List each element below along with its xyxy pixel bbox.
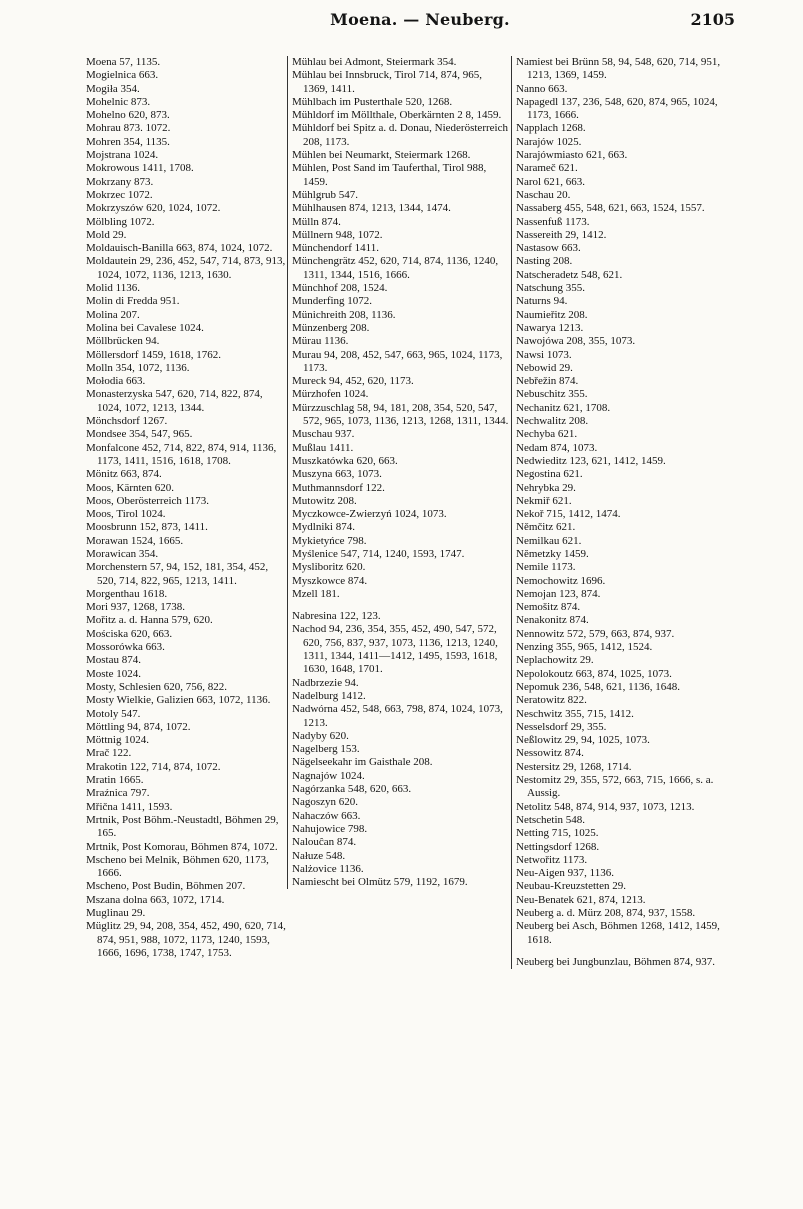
index-entry: Nekmiř 621.: [516, 494, 572, 507]
index-entry: Nagelberg 153.: [292, 743, 360, 756]
index-entry: Napplach 1268.: [516, 122, 586, 135]
index-entry: Mrakotin 122, 714, 874, 1072.: [86, 760, 221, 773]
index-entry: Mosty Wielkie, Galizien 663, 1072, 1136.: [86, 694, 271, 707]
index-entry: Münchhof 208, 1524.: [292, 282, 388, 295]
index-entry: Moste 1024.: [86, 667, 141, 680]
index-entry: Neu-Benatek 621, 874, 1213.: [516, 893, 646, 906]
index-entry: Mühlhausen 874, 1213, 1344, 1474.: [292, 202, 451, 215]
index-entry: Mohelnic 873.: [86, 95, 151, 108]
index-entry: Neßlowitz 29, 94, 1025, 1073.: [516, 734, 650, 747]
index-entry: Nechanitz 621, 1708.: [516, 401, 611, 414]
index-entry: Muthmannsdorf 122.: [292, 481, 385, 494]
index-entry: Napagedl 137, 236, 548, 620, 874, 965, 1024, 1173, 1666.: [516, 95, 721, 122]
index-entry: Narameč 621.: [516, 162, 578, 175]
index-entry: Nalouĉan 874.: [292, 836, 357, 849]
index-entry: Nenakonitz 874.: [516, 614, 589, 627]
index-entry: Nebuschitz 355.: [516, 388, 588, 401]
index-entry: Mühldorf bei Spitz a. d. Donau, Niederösterreich 208, 1173.: [292, 122, 511, 148]
index-entry: Myczkowce-Zwierzyń 1024, 1073.: [292, 508, 447, 521]
index-entry: Nägelseekahr im Gaisthale 208.: [292, 756, 433, 769]
index-entry: Moos, Tirol 1024.: [86, 508, 166, 521]
index-entry: Nehrybka 29.: [516, 481, 576, 494]
index-entry: Mürzzuschlag 58, 94, 181, 208, 354, 520, 547, 572, 965, 1073, 1136, 1213, 1268, 1311, 1344.: [292, 401, 509, 428]
index-entry: Nassenfuß 1173.: [516, 215, 590, 228]
index-entry: Morawan 1524, 1665.: [86, 534, 184, 547]
index-entry: Nekoř 715, 1412, 1474.: [516, 508, 621, 521]
index-entry: Mohren 354, 1135.: [86, 135, 170, 148]
index-column-3: [511, 56, 728, 969]
index-entry: Nĕmetzky 1459.: [516, 547, 589, 560]
index-entry: Mykietyńce 798.: [292, 534, 367, 547]
index-entry: Nepolokoutz 663, 874, 1025, 1073.: [516, 667, 672, 680]
index-entry: Mołodia 663.: [86, 375, 146, 388]
index-entry: Mszana dolna 663, 1072, 1714.: [86, 893, 225, 906]
index-entry: Murau 94, 208, 452, 547, 663, 965, 1024, 1173, 1173.: [292, 348, 506, 374]
index-entry: Mogiła 354.: [86, 82, 140, 95]
index-entry: Nestomitz 29, 355, 572, 663, 715, 1666, s. a. Aussig.: [516, 774, 716, 800]
index-entry: Munderfing 1072.: [292, 295, 373, 308]
index-entry: Nadyby 620.: [292, 729, 349, 742]
index-entry: Mokrzyszów 620, 1024, 1072.: [86, 202, 221, 215]
index-entry: Nadwórna 452, 548, 663, 798, 874, 1024, 1073, 1213.: [292, 703, 506, 729]
index-entry: Münchendorf 1411.: [292, 242, 379, 255]
index-entry: Mürau 1136.: [292, 335, 349, 348]
index-entry: Molln 354, 1072, 1136.: [86, 361, 190, 374]
index-entry: Mühlau bei Innsbruck, Tirol 714, 874, 965, 1369, 1411.: [292, 69, 485, 95]
index-entry: Nagórzanka 548, 620, 663.: [292, 783, 412, 796]
index-entry: Narol 621, 663.: [516, 175, 586, 188]
index-entry: Nassereith 29, 1412.: [516, 228, 607, 241]
index-entry: Nepomuk 236, 548, 621, 1136, 1648.: [516, 680, 680, 693]
index-entry: Nagoszyn 620.: [292, 796, 358, 809]
index-entry: Motoly 547.: [86, 707, 141, 720]
index-column-1: [83, 56, 289, 960]
index-entry: Mutowitz 208.: [292, 494, 357, 507]
index-entry: Mondsee 354, 547, 965.: [86, 428, 193, 441]
index-entry: Mölbling 1072.: [86, 215, 155, 228]
index-entry: Nestersitz 29, 1268, 1714.: [516, 760, 632, 773]
index-entry: Nessowitz 874.: [516, 747, 584, 760]
index-entry: Nemile 1173.: [516, 561, 576, 574]
index-entry: Nedam 874, 1073.: [516, 441, 598, 454]
index-entry: Narajówmiasto 621, 663.: [516, 149, 628, 162]
index-entry: Mülln 874.: [292, 215, 341, 228]
index-entry: Neubau-Kreuzstetten 29.: [516, 880, 626, 893]
index-entry: Mossorówka 663.: [86, 641, 165, 654]
index-entry: Mysliboritz 620.: [292, 561, 366, 574]
index-entry: Monasterzyska 547, 620, 714, 822, 874, 1024, 1072, 1213, 1344.: [86, 388, 266, 414]
index-entry: Nadelburg 1412.: [292, 689, 366, 702]
running-header-title: Moena. — Neuberg.: [330, 10, 510, 29]
index-entry: Münchengrätz 452, 620, 714, 874, 1136, 1240, 1311, 1344, 1516, 1666.: [292, 255, 501, 281]
index-entry: Moos, Kärnten 620.: [86, 481, 174, 494]
index-entry: Mokrzec 1072.: [86, 188, 153, 201]
index-entry: Mohrau 873. 1072.: [86, 122, 171, 135]
index-entry: Netschetin 548.: [516, 813, 586, 826]
index-entry: Mrtnik, Post Böhm.-Neustadtl, Böhmen 29, 165.: [86, 813, 282, 840]
index-entry: Nadbrzezie 94.: [292, 676, 359, 689]
index-entry: Naschau 20.: [516, 188, 571, 201]
index-entry: Nechyba 621.: [516, 428, 578, 441]
index-entry: Nalżovice 1136.: [292, 862, 364, 875]
index-entry: Mscheno bei Melnik, Böhmen 620, 1173, 1666.: [86, 853, 272, 880]
index-entry: Mzell 181.: [292, 587, 340, 600]
index-entry: Namiescht bei Olmütz 579, 1192, 1679.: [292, 876, 468, 889]
index-entry: Nasting 208.: [516, 255, 573, 268]
index-entry: Moena 57, 1135.: [86, 56, 161, 68]
index-entry: Mohelno 620, 873.: [86, 109, 170, 122]
index-entry: Neschwitz 355, 715, 1412.: [516, 707, 634, 720]
index-entry: Nechwalitz 208.: [516, 415, 589, 428]
index-entry: Nastasow 663.: [516, 242, 581, 255]
index-entry: Mscheno, Post Budin, Böhmen 207.: [86, 880, 246, 893]
index-entry: Muglinau 29.: [86, 907, 146, 919]
index-entry: Mühlau bei Admont, Steiermark 354.: [292, 56, 457, 68]
index-entry: Molina 207.: [86, 308, 140, 321]
index-entry: Münichreith 208, 1136.: [292, 308, 396, 321]
index-entry: Mühlen, Post Sand im Tauferthal, Tirol 988, 1459.: [292, 162, 490, 188]
index-entry: Nemilkau 621.: [516, 534, 582, 547]
index-entry: Mokrowous 1411, 1708.: [86, 162, 194, 175]
index-entry: Nagnajów 1024.: [292, 769, 365, 782]
index-entry: Nebřežin 874.: [516, 375, 579, 388]
index-entry: Mußlau 1411.: [292, 441, 354, 454]
index-entry: Moldautein 29, 236, 452, 547, 714, 873, 913, 1024, 1072, 1136, 1213, 1630.: [86, 255, 288, 281]
index-entry: Molin di Fredda 951.: [86, 295, 180, 308]
index-entry: Möllersdorf 1459, 1618, 1762.: [86, 348, 222, 361]
index-entry: Mogielnica 663.: [86, 69, 159, 82]
index-entry: Nemojan 123, 874.: [516, 587, 601, 600]
index-entry: Moos, Oberösterreich 1173.: [86, 494, 210, 507]
index-entry: Netting 715, 1025.: [516, 827, 599, 840]
index-entry: Monfalcone 452, 714, 822, 874, 914, 1136, 1173, 1411, 1516, 1618, 1708.: [86, 441, 279, 467]
index-entry: Mrač 122.: [86, 747, 132, 760]
index-entry: Natschung 355.: [516, 282, 586, 295]
index-entry: Molina bei Cavalese 1024.: [86, 321, 204, 334]
index-entry: Mühlbach im Pusterthale 520, 1268.: [292, 95, 453, 108]
index-entry: Nettingsdorf 1268.: [516, 840, 600, 853]
index-entry: Morgenthau 1618.: [86, 587, 168, 600]
index-entry: Netwořitz 1173.: [516, 853, 588, 866]
index-entry: Nahujowice 798.: [292, 822, 368, 835]
index-entry: Moldauisch-Banilla 663, 874, 1024, 1072.: [86, 242, 273, 255]
index-entry: Naturns 94.: [516, 295, 568, 308]
index-entry: Mrtnik, Post Komorau, Böhmen 874, 1072.: [86, 840, 278, 853]
index-entry: Naumieřitz 208.: [516, 308, 588, 321]
index-entry: Möttnig 1024.: [86, 734, 149, 747]
index-entry: Mürzhofen 1024.: [292, 388, 369, 401]
page-number: 2105: [690, 10, 735, 29]
index-entry: Nawarya 1213.: [516, 321, 584, 334]
index-entry: Mratin 1665.: [86, 774, 144, 787]
index-entry: Nenzing 355, 965, 1412, 1524.: [516, 641, 653, 654]
index-entry: Mönchsdorf 1267.: [86, 415, 168, 428]
index-entry: Müllnern 948, 1072.: [292, 228, 383, 241]
index-entry: Mokrzany 873.: [86, 175, 154, 188]
index-entry: Neratowitz 822.: [516, 694, 587, 707]
index-entry: Myszkowce 874.: [292, 574, 368, 587]
index-entry: Muschau 937.: [292, 428, 355, 441]
index-entry: Neu-Aigen 937, 1136.: [516, 867, 614, 880]
index-entry: Nawojówa 208, 355, 1073.: [516, 335, 636, 348]
index-entry: Nahaczów 663.: [292, 809, 361, 822]
index-entry: Neplachowitz 29.: [516, 654, 594, 667]
index-entry: Moosbrunn 152, 873, 1411.: [86, 521, 208, 534]
index-entry: Nabresina 122, 123.: [292, 610, 381, 623]
index-entry: Nennowitz 572, 579, 663, 874, 937.: [516, 627, 675, 640]
index-entry: Neuberg bei Asch, Böhmen 1268, 1412, 1459, 1618.: [516, 920, 723, 946]
index-entry: Mraźnica 797.: [86, 787, 150, 800]
index-entry: Myślenice 547, 714, 1240, 1593, 1747.: [292, 547, 465, 560]
index-entry: Nedwieditz 123, 621, 1412, 1459.: [516, 454, 666, 467]
index-entry: Mořitz a. d. Hanna 579, 620.: [86, 614, 213, 627]
index-entry: Müglitz 29, 94, 208, 354, 452, 490, 620, 714, 874, 951, 988, 1072, 1173, 1240, 1593, 1666, 1696, 1738, 1747, 1753.: [86, 920, 289, 959]
index-entry: Nanno 663.: [516, 82, 568, 95]
index-entry: Münzenberg 208.: [292, 321, 370, 334]
index-entry: Mold 29.: [86, 228, 127, 241]
index-entry: Mosty, Schlesien 620, 756, 822.: [86, 680, 228, 693]
index-entry: Nałuze 548.: [292, 849, 346, 862]
index-entry: Möttling 94, 874, 1072.: [86, 720, 191, 733]
index-entry: Mydlniki 874.: [292, 521, 355, 534]
index-entry: Mühlen bei Neumarkt, Steiermark 1268.: [292, 149, 471, 162]
index-entry: Nemochowitz 1696.: [516, 574, 606, 587]
index-entry: Nachod 94, 236, 354, 355, 452, 490, 547, 572, 620, 756, 837, 937, 1073, 1136, 1213, 1240, 1311, 1344, 1411—1412, 1495, 1593, 1618, 1630, 1648, 1701.: [292, 623, 501, 676]
index-entry: Morawican 354.: [86, 547, 159, 560]
index-entry: Negostina 621.: [516, 468, 583, 481]
index-entry: Möllbrücken 94.: [86, 335, 160, 348]
index-entry: Neuberg a. d. Mürz 208, 874, 937, 1558.: [516, 907, 696, 919]
index-entry: Mühldorf im Möllthale, Oberkärnten 2 8, 1459.: [292, 109, 502, 122]
index-entry: Němčitz 621.: [516, 521, 576, 534]
index-entry: Natscheradetz 548, 621.: [516, 268, 623, 281]
index-entry: Morchenstern 57, 94, 152, 181, 354, 452, 520, 714, 822, 965, 1213, 1411.: [86, 561, 271, 587]
index-entry: Muszkatówka 620, 663.: [292, 454, 398, 467]
index-entry: Nawsi 1073.: [516, 348, 572, 361]
index-entry: Muszyna 663, 1073.: [292, 468, 382, 481]
index-entry: Netolitz 548, 874, 914, 937, 1073, 1213.: [516, 800, 695, 813]
index-entry: Mościska 620, 663.: [86, 627, 173, 640]
index-entry: Mureck 94, 452, 620, 1173.: [292, 375, 414, 388]
index-entry: Neuberg bei Jungbunzlau, Böhmen 874, 937.: [516, 955, 715, 968]
index-entry: Nassaberg 455, 548, 621, 663, 1524, 1557.: [516, 202, 705, 215]
index-entry: Namiest bei Brünn 58, 94, 548, 620, 714, 951, 1213, 1369, 1459.: [516, 56, 723, 82]
index-column-2: [287, 56, 509, 889]
index-entry: Mojstrana 1024.: [86, 149, 159, 162]
index-entry: Nesselsdorf 29, 355.: [516, 720, 607, 733]
index-entry: Mori 937, 1268, 1738.: [86, 601, 185, 614]
index-entry: Mühlgrub 547.: [292, 188, 358, 201]
index-entry: Mostau 874.: [86, 654, 141, 667]
index-entry: Narajów 1025.: [516, 135, 582, 148]
index-entry: Nemošitz 874.: [516, 601, 581, 614]
index-entry: Mönitz 663, 874.: [86, 468, 162, 481]
index-entry: Molid 1136.: [86, 282, 140, 295]
index-entry: Nebowid 29.: [516, 361, 573, 374]
index-entry: Mřična 1411, 1593.: [86, 800, 173, 813]
